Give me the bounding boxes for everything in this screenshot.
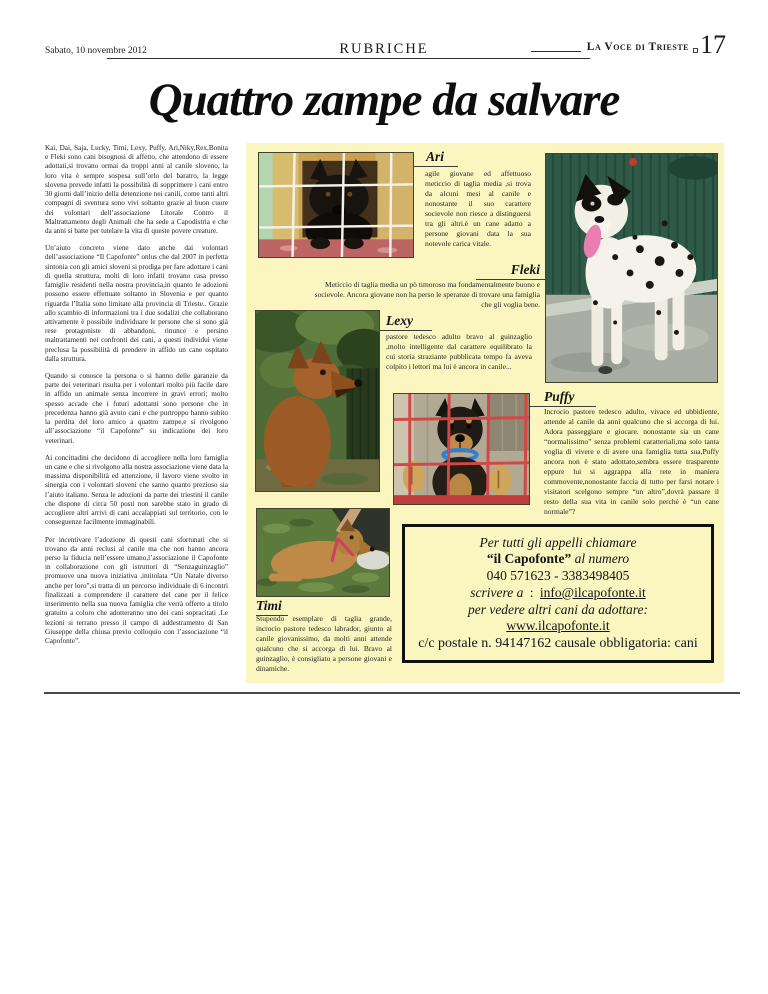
email-link[interactable]: info@ilcapofonte.it bbox=[539, 584, 646, 600]
fleki-photo bbox=[545, 153, 718, 383]
dog-text-timi: Stupendo esemplare di taglia grande, incrocio pastore tedesco labrador, giunto al canile giovanissimo, da molti anni attende qualcuno che si accorga di lui. Bravo al guinzaglio, è consigliato a persone giovani e dinamiche. bbox=[256, 614, 392, 673]
timi-photo-art bbox=[257, 509, 389, 596]
dog-title-ari: Ari bbox=[414, 150, 458, 167]
dog-text-fleki: Meticcio di taglia media un pò timoroso ma fondamentalmente buono e socievole. Ancora giovane non ha perso le speranze di trovare una famiglia che gli voglia bene. bbox=[314, 280, 540, 309]
org-suffix: al numero bbox=[574, 551, 630, 567]
dog-title-fleki: Fleki bbox=[476, 263, 545, 280]
puffy-photo-art bbox=[394, 394, 529, 504]
colon: : bbox=[529, 584, 534, 600]
dog-title-lexy: Lexy bbox=[380, 314, 432, 331]
contact-phones: 040 571623 - 3383498405 bbox=[486, 568, 630, 584]
square-icon bbox=[693, 48, 698, 53]
ari-photo-art bbox=[259, 153, 413, 257]
contact-line-appeals: Per tutti gli appelli chiamare bbox=[479, 534, 637, 550]
contact-postal: c/c postale n. 94147162 causale obbligatoria: cani bbox=[418, 636, 698, 652]
ari-photo bbox=[258, 152, 414, 258]
contact-line-org bbox=[487, 551, 629, 568]
article-paragraph: Ai concittadini che decidono di accogliere nella loro famiglia un cane e che si rivolgono alla nostra associazione viene data la massima disponibilità ed attenzione, il lavoro viene svolto in sinergia con i volontari sloveni che sanno quanto prezioso sia l’aiuto italiano. Senza le adozioni da parte dei triestini il canile che dispone di circa 50 posti non sarebbe stato in grado di accogliere altri arrivi di cani accalappiati sul territorio, con le conseguenze facilmente immaginabili. bbox=[45, 453, 228, 527]
lexy-photo bbox=[255, 310, 380, 492]
masthead-name: La Voce di Trieste bbox=[586, 40, 689, 53]
header-rule bbox=[107, 58, 590, 59]
dog-title-timi: Timi bbox=[256, 599, 288, 616]
article-paragraph: Un’aiuto concreto viene dato anche dai volontari dell’associazione “Il Capofonte” onlus che dal 2007 in perfetta sintonia con gli amici sloveni si prodiga per fare adottare i cani di quella struttura, molti di loro infatti trovano casa presso famiglie residenti nella nostra provincia,in quanto le adozioni possono essere effettuate soltanto in Slovenia e per quanto riguarda l’Italia sono limitate alla provincia di Trieste.. Grazie allo scambio di informazioni tra i due sodalizi che collaborano attivamente è possibile individuare le persone che si sono già rese protagoniste di abbandoni, rinunce e persino maltrattamenti nei confronti dei cani, a questi individui viene preclusa la possibilità di prendere in affido un cane ospitato dalla struttura. bbox=[45, 244, 228, 363]
article-paragraph: Kai, Dai, Saja, Lucky, Timi, Lexy, Puffy, Ari,Niky,Rex,Bonita e Fleki sono cani bisognosi di affetto, che attendono di essere adottati,si trovano ormai da troppi anni al canile sloveno, la loro vita è sempre sospesa sull’orlo del baratro, la legge slovena prevede infatti la possibilità di sopprimere i cani entro 30 giorni dall’inizio della detenzione nei canili, come tanti altri compagni di sventura sono vivi soltanto grazie al buon cuore dei volontari dell’associazione Litorale Contro il Maltrattamento degli Animali che ha sede a Capodistria e che da anni si batte per tutelare la vita di queste povere creature. bbox=[45, 144, 228, 235]
contact-see-more: per vedere altri cani da adottare: bbox=[467, 601, 649, 617]
article-paragraph: Quando si conosce la persona o si hanno delle garanzie da parte dei veterinari risulta per i volontari molto più facile dare in affido un animale senza incorrere in gravi errori; molto spesso accade che i futuri adottanti sono persone che in precedenza hanno già avuto cani e che purtroppo hanno subito la perdita del loro amico a quattro zampe,e si rivolgono all’associazione “il Capofonte” su indicazione dei loro veterinari. bbox=[45, 372, 228, 445]
lexy-photo-art bbox=[256, 311, 379, 491]
section-title: RUBRICHE bbox=[339, 41, 429, 57]
headline: Quattro zampe da salvare bbox=[148, 74, 620, 126]
issue-date: Sabato, 10 novembre 2012 bbox=[45, 46, 147, 56]
dog-text-ari: agile giovane ed affettuoso meticcio di taglia media ,si trova da alcuni mesi al canile e nonostante il suo carattere socievole non riesce a distinguersi tra gli altri.è un cane adatto a persone giovani data la sua notevole carica vitale. bbox=[425, 169, 531, 248]
dog-text-lexy: pastore tedesco adulto bravo al guinzaglio ,molto intelligente dal carattere equilibrato la cui storia straziante pubblicata tempo fa aveva colpito i lettori ma lui è ancora in canile... bbox=[386, 332, 532, 371]
timi-photo bbox=[256, 508, 390, 597]
contact-box bbox=[402, 524, 714, 663]
website-link[interactable]: www.ilcapofonte.it bbox=[506, 618, 610, 634]
puffy-photo bbox=[393, 393, 530, 505]
contact-line-email bbox=[470, 585, 645, 602]
bottom-rule bbox=[44, 692, 740, 694]
org-name: “il Capofonte” bbox=[486, 551, 572, 567]
article-body bbox=[45, 144, 228, 684]
article-paragraph: Per incentivare l’adozione di questi cani sfortunati che si trovano da anni reclusi al canile ma che non hanno ancora perso la fiducia nell’essere umano,l’associazione il Capofonte in collaborazione con gli istruttori di “Senzaguinzaglio” promuove una nuova iniziativa ,intitolata “Un Natale diverso anche per loro”,si tratta di un percorso individuale di 6 incontri finalizzati a comprendere il carattere del cane per il felice inserimento nella sua nuova famiglia che verrà offerto a titolo gratuito a coloro che adotteranno uno dei cani sopracitati .Le lezioni si terrano presso il campo di addestramento di San Giuseppe della chiusa previo colloquio con l’associazione “il Capofonte”. bbox=[45, 535, 228, 645]
page-number: 17 bbox=[700, 30, 726, 59]
dogs-panel bbox=[246, 143, 724, 683]
masthead bbox=[531, 30, 726, 59]
masthead-rule bbox=[531, 51, 581, 52]
dog-title-puffy: Puffy bbox=[530, 390, 596, 407]
dog-text-puffy: Incrocio pastore tedesco adulto, vivace ed ubbidiente, attende al canile da anni qualcuno che si accorga di lui. Adora passeggiare e giocare. nonostante sia un cane “normalissimo” senza problemi caratteriali,ma solo tanta voglia di vivere e di avere una famiglia tutta sua,Puffy ancora non è stato adottato,sembra essere trasparente eppure lui si aggrappa alla rete in maniera commovente,nonostante faccia di tutto per farsi notare i visitatori scelgono sempre “un altro”,dovrà passare il resto della sua vita in canile solo perchè è “un cane normale”? bbox=[544, 407, 719, 516]
fleki-photo-art bbox=[546, 154, 717, 382]
write-label: scrivere a bbox=[470, 584, 524, 600]
